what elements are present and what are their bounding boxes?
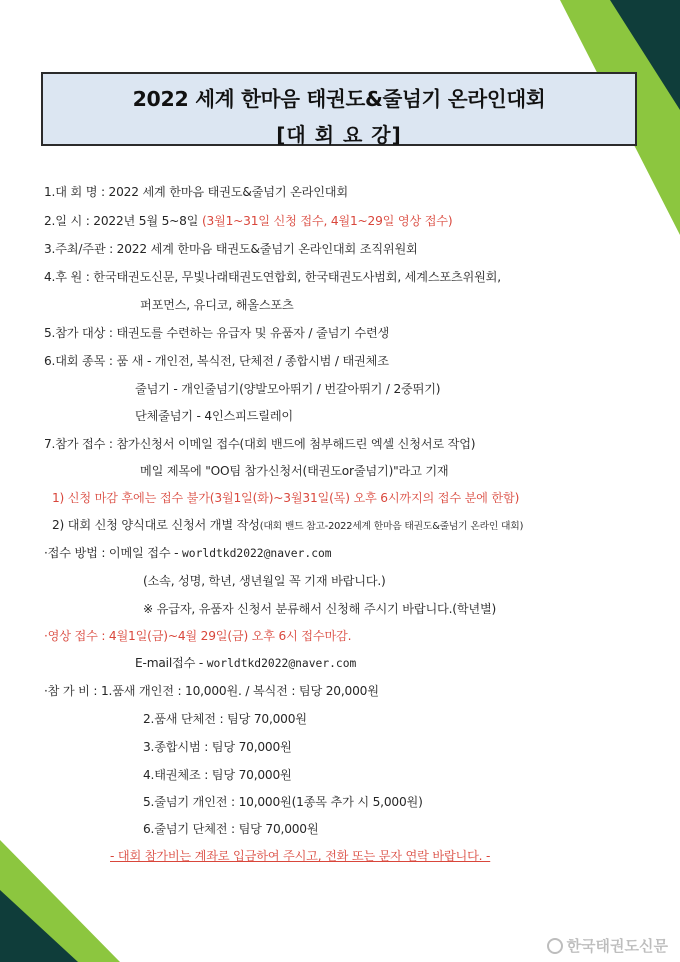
date-note: (3월1~31일 신청 접수, 4월1~29일 영상 접수): [201, 214, 453, 228]
method-info: (소속, 성명, 학년, 생년월일 꼭 기재 바랍니다.): [143, 574, 386, 588]
item-apply: 7.참가 접수 : 참가신청서 이메일 접수(대회 밴드에 첨부해드린 엑셀 신청서로 작업): [44, 437, 476, 451]
item-apply-cont: 메일 제목에 "OO팀 참가신청서(태권도or줄넘기)"라고 기재: [140, 464, 449, 478]
item-sponsor: 4.후 원 : 한국태권도신문, 무빛나래태권도연합회, 한국태권도사범회, 세계스포츠위원회,: [44, 270, 501, 284]
watermark: 한국태권도신문: [547, 935, 668, 956]
title-box: [41, 72, 637, 146]
page-subtitle: [대 회 요 강]: [276, 123, 402, 147]
method: [44, 544, 332, 561]
method-label: ·접수 방법 : 이메일 접수 -: [44, 546, 182, 560]
footer-note: - 대회 참가비는 계좌로 입금하여 주시고, 전화 또는 문자 연락 바랍니다. -: [110, 849, 491, 863]
item-name: 1.대 회 명 : 2022 세계 한마음 태권도&줄넘기 온라인대회: [44, 185, 348, 199]
method-note: ※ 유급자, 유품자 신청서 분류해서 신청해 주시기 바랍니다.(학년별): [143, 602, 497, 616]
fee-4: 4.태권체조 : 팀당 70,000원: [143, 768, 292, 782]
date-label: 2.일 시 : 2022년 5월 5~8일: [44, 214, 202, 228]
item-target: 5.참가 대상 : 태권도를 수련하는 유급자 및 유품자 / 줄넘기 수련생: [44, 326, 390, 340]
video-submission: ·영상 접수 : 4월1일(금)~4월 29일(금) 오후 6시 접수마감.: [44, 629, 352, 643]
fee-3: 3.종합시범 : 팀당 70,000원: [143, 740, 292, 754]
email-link[interactable]: worldtkd2022@naver.com: [181, 547, 332, 560]
item-host: 3.주최/주관 : 2022 세계 한마음 태권도&줄넘기 온라인대회 조직위원회: [44, 242, 418, 256]
fee-5: 5.줄넘기 개인전 : 10,000원(1종목 추가 시 5,000원): [143, 795, 423, 809]
apply-note-deadline: 1) 신청 마감 후에는 접수 불가(3월1일(화)~3월31일(목) 오후 6시까지의 접수 분에 한함): [52, 491, 520, 505]
fee-1: ·참 가 비 : 1.품새 개인전 : 10,000원. / 복식전 : 팀당 20,000원: [44, 684, 379, 698]
fee-2: 2.품새 단체전 : 팀당 70,000원: [143, 712, 307, 726]
apply-note-form: 2) 대회 신청 양식대로 신청서 개별 작성(대회 밴드 참고-2022세계 한마음 태권도&줄넘기 온라인 대회): [52, 518, 524, 532]
item-date: [44, 212, 452, 229]
video-email-link[interactable]: worldtkd2022@naver.com: [206, 657, 357, 670]
item-events: 6.대회 종목 : 품 새 - 개인전, 복식전, 단체전 / 종합시범 / 태권체조: [44, 354, 389, 368]
newspaper-logo-icon: [547, 938, 563, 954]
apply-note-form-ref: (대회 밴드 참고-2022세계 한마음 태권도&줄넘기 온라인 대회): [259, 521, 524, 532]
page-title: 2022 세계 한마음 태권도&줄넘기 온라인대회: [132, 87, 546, 111]
video-email: E-mail접수 - worldtkd2022@naver.com: [135, 656, 357, 670]
item-events-jumprope: 줄넘기 - 개인줄넘기(양발모아뛰기 / 번갈아뛰기 / 2중뛰기): [135, 382, 441, 396]
item-events-team: 단체줄넘기 - 4인스피드릴레이: [135, 409, 293, 423]
item-sponsor-cont: 퍼포먼스, 유디코, 해올스포츠: [140, 298, 294, 312]
fee-6: 6.줄넘기 단체전 : 팀당 70,000원: [143, 822, 319, 836]
